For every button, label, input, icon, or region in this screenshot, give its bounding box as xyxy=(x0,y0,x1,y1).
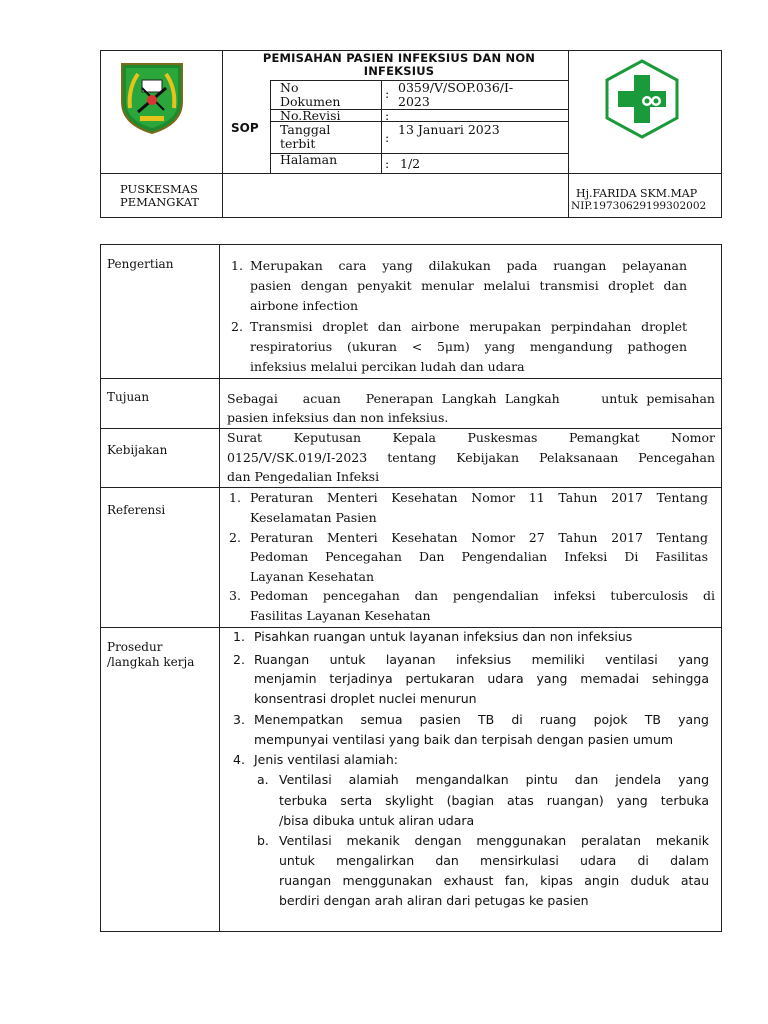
halaman-label: Halaman xyxy=(280,152,338,167)
kebijakan-label: Kebijakan xyxy=(107,443,168,457)
signer-name: Hj.FARIDA SKM.MAP xyxy=(576,187,698,200)
tanggal-label: Tanggal terbit xyxy=(280,122,331,151)
colon-4: : xyxy=(385,156,390,171)
prosedur-label: Prosedur /langkah kerja xyxy=(107,640,195,669)
no-dokumen-value: 0359/V/SOP.036/I- 2023 xyxy=(398,80,514,109)
document-title: PEMISAHAN PASIEN INFEKSIUS DAN NON INFEKSIUS xyxy=(262,51,536,78)
referensi-label: Referensi xyxy=(107,503,166,517)
puskesmas-logo xyxy=(603,59,681,139)
no-dokumen-label: No Dokumen xyxy=(280,80,341,109)
colon-3: : xyxy=(385,130,390,145)
colon-1: : xyxy=(385,86,390,101)
tujuan-label: Tujuan xyxy=(107,390,150,404)
no-revisi-label: No.Revisi xyxy=(280,108,341,123)
signer-nip: NIP.19730629199302002 xyxy=(571,200,707,212)
regional-emblem-logo xyxy=(116,58,188,136)
pengertian-label: Pengertian xyxy=(107,257,174,271)
tanggal-value: 13 Januari 2023 xyxy=(398,122,500,137)
institution-name: PUSKESMAS PEMANGKAT xyxy=(120,182,199,209)
sop-label: SOP xyxy=(231,121,259,135)
halaman-value: 1/2 xyxy=(400,156,421,171)
colon-2: : xyxy=(385,108,390,123)
